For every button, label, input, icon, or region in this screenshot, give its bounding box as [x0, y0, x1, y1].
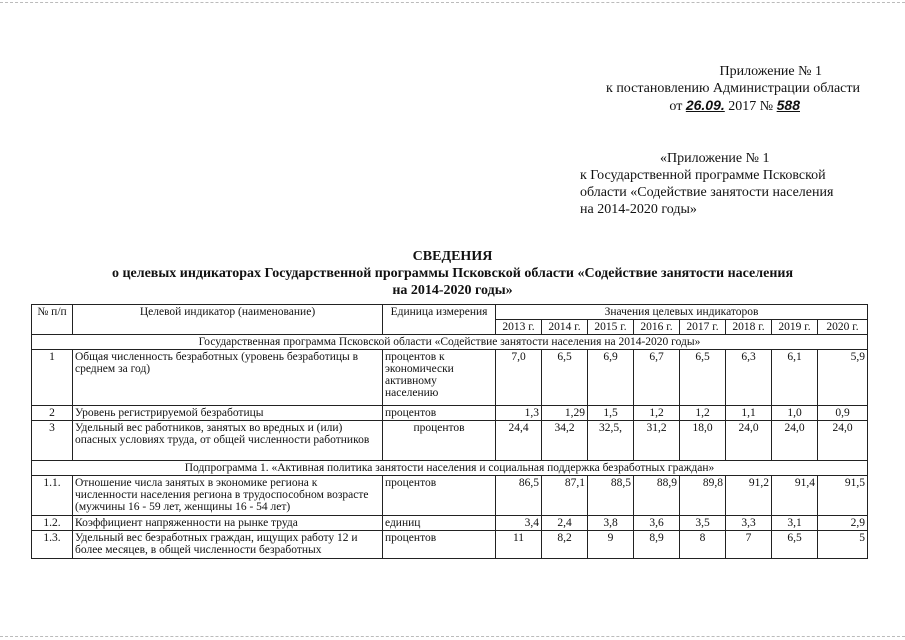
appendix-date-line [560, 97, 860, 115]
section-row [32, 335, 868, 350]
year-cell: 2016 г. [634, 320, 680, 335]
table-row [32, 350, 868, 406]
header-values: Значения целевых индикаторов [496, 305, 868, 320]
value-cell: 6,5 [680, 350, 726, 406]
table-row [32, 531, 868, 559]
scan-bottom-edge [0, 636, 905, 637]
value-cell: 1,3 [496, 406, 542, 421]
value-cell: 34,2 [542, 421, 588, 461]
appendix-resolution: к постановлению Администрации области [606, 81, 860, 96]
table-row [32, 406, 868, 421]
program-appendix-line3: области «Содействие занятости населения [580, 185, 834, 200]
value-cell: 6,9 [588, 350, 634, 406]
heading-subtitle1: о целевых индикаторах Государственной программы Псковской области «Содействие занятости населения [111, 266, 794, 281]
value-cell: 24,0 [772, 421, 818, 461]
value-cell: 11 [496, 531, 542, 559]
document-heading [40, 248, 865, 299]
row-unit: процентов [383, 406, 496, 421]
value-cell: 1,5 [588, 406, 634, 421]
program-appendix-line4: на 2014-2020 годы» [580, 202, 697, 217]
program-appendix-line2: к Государственной программе Псковской [580, 168, 826, 183]
handwritten-date: 26.09. [685, 97, 725, 113]
year-cell: 2017 г. [680, 320, 726, 335]
value-cell: 6,5 [772, 531, 818, 559]
table-row [32, 421, 868, 461]
value-cell: 32,5, [588, 421, 634, 461]
row-unit: процентов [383, 421, 496, 461]
row-indicator: Уровень регистрируемой безработицы [73, 406, 383, 421]
value-cell: 1,2 [680, 406, 726, 421]
value-cell: 3,3 [726, 516, 772, 531]
value-cell: 8 [680, 531, 726, 559]
handwritten-number: 588 [776, 97, 800, 113]
value-cell: 88,5 [588, 476, 634, 516]
section-row [32, 461, 868, 476]
section-title: Государственная программа Псковской области «Содействие занятости населения на 2014-2020 годы» [32, 335, 868, 350]
heading-subtitle2: на 2014-2020 годы» [392, 283, 513, 298]
value-cell: 2,9 [818, 516, 868, 531]
row-indicator: Общая численность безработных (уровень безработицы в среднем за год) [73, 350, 383, 406]
year-cell: 2015 г. [588, 320, 634, 335]
header-num: № п/п [32, 305, 73, 335]
value-cell: 24,0 [726, 421, 772, 461]
value-cell: 5 [818, 531, 868, 559]
indicators-table [31, 304, 868, 559]
value-cell: 3,5 [680, 516, 726, 531]
table-row [32, 516, 868, 531]
value-cell: 6,1 [772, 350, 818, 406]
value-cell: 91,5 [818, 476, 868, 516]
row-num: 1.1. [32, 476, 73, 516]
header-unit: Единица измерения [383, 305, 496, 335]
value-cell: 89,8 [680, 476, 726, 516]
value-cell: 0,9 [818, 406, 868, 421]
heading-title: СВЕДЕНИЯ [412, 249, 493, 264]
value-cell: 24,4 [496, 421, 542, 461]
year-number: 2017 № [728, 99, 774, 114]
section-title: Подпрограмма 1. «Активная политика занятости населения и социальная поддержка безработных граждан» [32, 461, 868, 476]
value-cell: 91,4 [772, 476, 818, 516]
year-cell: 2014 г. [542, 320, 588, 335]
date-prefix: от [669, 99, 683, 114]
value-cell: 8,2 [542, 531, 588, 559]
value-cell: 3,8 [588, 516, 634, 531]
value-cell: 1,29 [542, 406, 588, 421]
value-cell: 5,9 [818, 350, 868, 406]
value-cell: 7 [726, 531, 772, 559]
value-cell: 6,7 [634, 350, 680, 406]
value-cell: 3,6 [634, 516, 680, 531]
value-cell: 31,2 [634, 421, 680, 461]
value-cell: 8,9 [634, 531, 680, 559]
value-cell: 9 [588, 531, 634, 559]
value-cell: 2,4 [542, 516, 588, 531]
value-cell: 7,0 [496, 350, 542, 406]
value-cell: 18,0 [680, 421, 726, 461]
value-cell: 1,2 [634, 406, 680, 421]
value-cell: 3,1 [772, 516, 818, 531]
value-cell: 6,3 [726, 350, 772, 406]
year-cell: 2018 г. [726, 320, 772, 335]
appendix-header [560, 63, 860, 115]
year-cell: 2020 г. [818, 320, 868, 335]
row-num: 1.3. [32, 531, 73, 559]
program-appendix-title: «Приложение № 1 [660, 151, 770, 166]
value-cell: 91,2 [726, 476, 772, 516]
program-appendix [580, 150, 870, 218]
row-num: 1 [32, 350, 73, 406]
value-cell: 3,4 [496, 516, 542, 531]
row-num: 3 [32, 421, 73, 461]
header-indicator: Целевой индикатор (наименование) [73, 305, 383, 335]
row-indicator: Коэффициент напряженности на рынке труда [73, 516, 383, 531]
row-unit: процентов [383, 531, 496, 559]
row-num: 2 [32, 406, 73, 421]
table-row [32, 476, 868, 516]
row-num: 1.2. [32, 516, 73, 531]
value-cell: 1,0 [772, 406, 818, 421]
scan-top-edge [0, 2, 905, 3]
row-unit: процентов к экономически активному населению [383, 350, 496, 406]
row-unit: единиц [383, 516, 496, 531]
year-cell: 2013 г. [496, 320, 542, 335]
row-unit: процентов [383, 476, 496, 516]
row-indicator: Удельный вес работников, занятых во вредных и (или) опасных условиях труда, от общей численности работников [73, 421, 383, 461]
year-cell: 2019 г. [772, 320, 818, 335]
value-cell: 87,1 [542, 476, 588, 516]
value-cell: 6,5 [542, 350, 588, 406]
row-indicator: Отношение числа занятых в экономике региона к численности населения региона в трудоспособном возрасте (мужчины 16 - 59 лет, женщины 16 - 54 лет) [73, 476, 383, 516]
value-cell: 1,1 [726, 406, 772, 421]
value-cell: 24,0 [818, 421, 868, 461]
row-indicator: Удельный вес безработных граждан, ищущих работу 12 и более месяцев, в общей численности безработных [73, 531, 383, 559]
value-cell: 86,5 [496, 476, 542, 516]
value-cell: 88,9 [634, 476, 680, 516]
appendix-title: Приложение № 1 [719, 64, 822, 79]
